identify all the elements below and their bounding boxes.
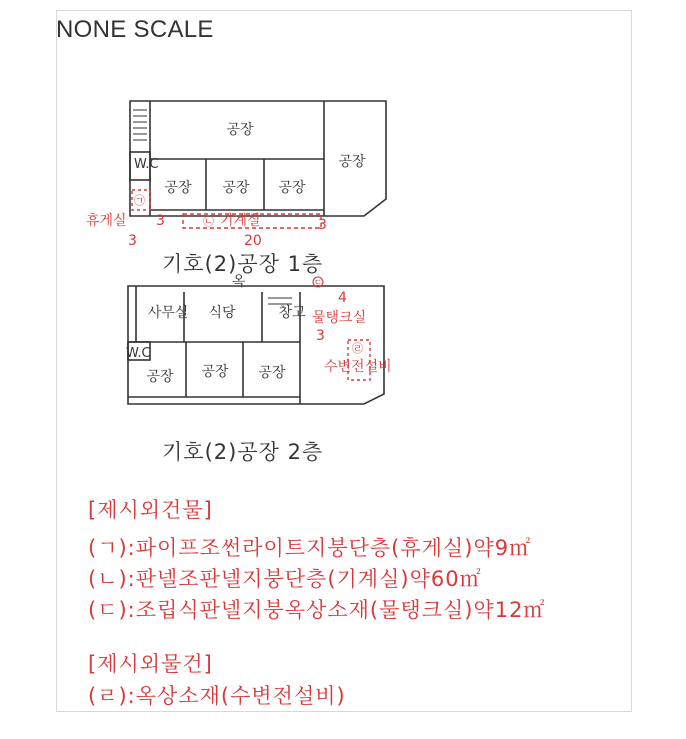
machine-room-dim-20: 20: [244, 233, 262, 249]
floor2-factory-a: 공장: [146, 369, 174, 385]
floor2-caption: 기호(2)공장 2층: [162, 440, 324, 464]
machine-room-mark: ㉡: [203, 215, 214, 228]
water-tank-dim-3: 3: [316, 328, 325, 344]
water-tank-dim-4: 4: [338, 290, 347, 306]
rest-room-dim-a: 3: [156, 213, 165, 229]
scale-note: NONE SCALE: [56, 16, 214, 43]
floor1-room-right: 공장: [338, 154, 366, 170]
substation-label: 수변전설비: [324, 359, 392, 375]
floor1-room-c: 공장: [278, 180, 306, 196]
floor1-caption: 기호(2)공장 1층: [162, 252, 324, 276]
floor2-office: 사무실: [147, 305, 189, 321]
water-tank-mark: ㉢: [313, 278, 323, 289]
floor1-wc: W.C: [134, 157, 159, 172]
legend-item-3: (ㄷ):조립식판넬지붕옥상소재(물탱크실)약12㎡: [88, 598, 546, 622]
legend-heading-items: [제시외물건]: [88, 652, 213, 676]
floor2-cafeteria: 식당: [208, 305, 236, 321]
floor2-roof-mark: 옥: [232, 274, 246, 290]
floor1-room-top: 공장: [226, 122, 254, 138]
substation-mark: ㉣: [352, 342, 363, 355]
floor1-room-a: 공장: [164, 180, 192, 196]
legend-item-4: (ㄹ):옥상소재(수변전설비): [88, 684, 346, 708]
legend-item-2: (ㄴ):판넬조판넬지붕단층(기계실)약60㎡: [88, 567, 482, 591]
floor2-factory-c: 공장: [258, 365, 286, 381]
floor2-factory-b: 공장: [201, 364, 229, 380]
legend-item-1: (ㄱ):파이프조썬라이트지붕단층(휴게실)약9㎡: [88, 536, 532, 560]
rest-room-dim-b: 3: [128, 233, 137, 249]
rest-room-mark: ㉠: [134, 194, 145, 207]
water-tank-label: 물탱크실: [312, 310, 367, 326]
legend-heading-buildings: [제시외건물]: [88, 498, 213, 522]
machine-room-label: 기계실: [220, 213, 261, 229]
rest-room-label: 휴게실: [86, 213, 127, 229]
floor2-wc: W.C: [126, 346, 151, 361]
floor1-room-b: 공장: [222, 180, 250, 196]
machine-room-dim-3: 3: [318, 217, 327, 233]
floor2-storage: 창고: [278, 305, 306, 321]
